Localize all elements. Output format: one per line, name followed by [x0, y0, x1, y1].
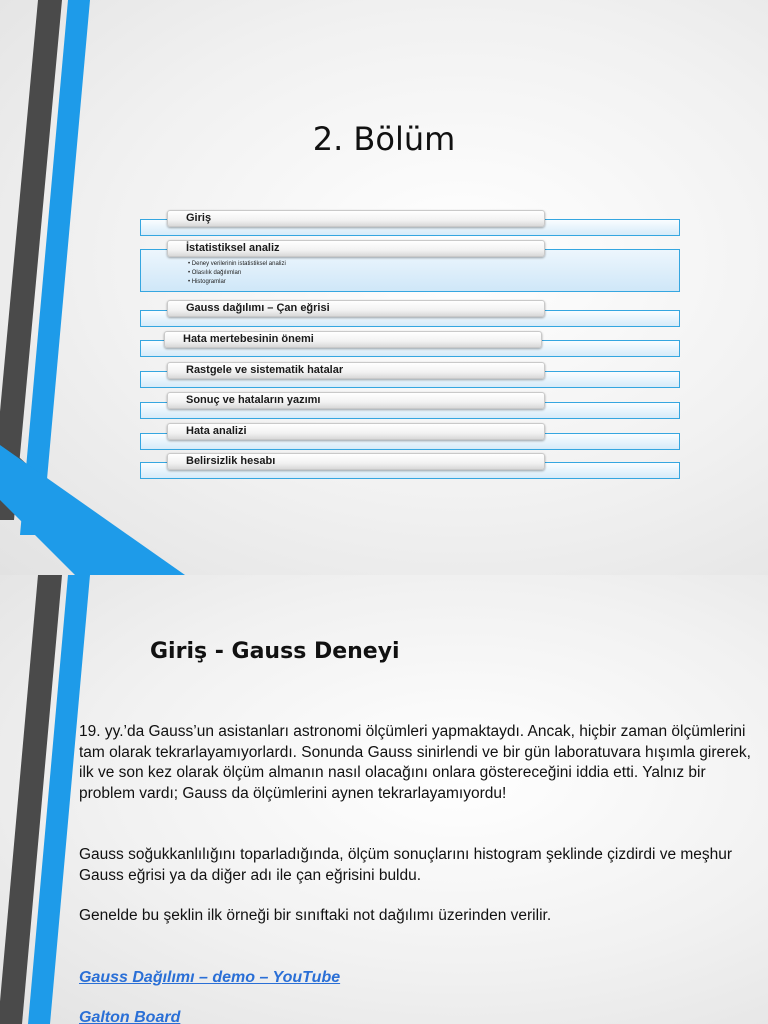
slide-2	[0, 575, 768, 1024]
list-item-label: Rastgele ve sistematik hatalar	[167, 362, 545, 379]
youtube-demo-link[interactable]: Gauss Dağılımı – demo – YouTube	[79, 969, 341, 986]
sub-bullets	[188, 260, 286, 287]
list-item-label: Hata analizi	[167, 423, 545, 440]
sub-bullet: • Olasılık dağılımları	[188, 270, 242, 276]
sub-bullet: • Deney verilerinin istatistiksel analizi	[188, 261, 286, 267]
galton-board-link[interactable]: Galton Board	[79, 1009, 181, 1024]
outline-list	[140, 208, 685, 480]
list-item-label: Gauss dağılımı – Çan eğrisi	[167, 300, 545, 317]
slide-title: Giriş - Gauss Deneyi	[150, 639, 400, 664]
list-item-label: Hata mertebesinin önemi	[164, 331, 542, 348]
list-item-label: Giriş	[167, 210, 545, 227]
list-item-label: İstatistiksel analiz	[167, 240, 545, 257]
paragraph: Genelde bu şeklin ilk örneği bir sınıftaki not dağılımı üzerinden verilir.	[79, 907, 552, 924]
list-item-label: Sonuç ve hataların yazımı	[167, 392, 545, 409]
paragraph: 19. yy.’da Gauss’un asistanları astronomi ölçümleri yapmaktaydı. Ancak, hiçbir zaman ölçümlerini tam olarak tekrarlayamıyorlardı. Sonunda Gauss sinirlendi ve bir gün laboratuvara hışımla girerek, ilk ve son kez olarak ölçüm almanın nasıl olacağını onlara göstereceğini iddia etti. Yalnız bir problem vardı; Gauss da ölçümlerini aynen tekrarlayamıyordu!	[79, 723, 751, 802]
list-item-label: Belirsizlik hesabı	[167, 453, 545, 470]
sub-bullet: • Histogramlar	[188, 279, 226, 285]
slide-title: 2. Bölüm	[312, 120, 456, 158]
paragraph: Gauss soğukkanlılığını toparladığında, ölçüm sonuçlarını histogram şeklinde çizdirdi ve meşhur Gauss eğrisi ya da diğer adı ile çan eğrisini buldu.	[79, 846, 733, 884]
